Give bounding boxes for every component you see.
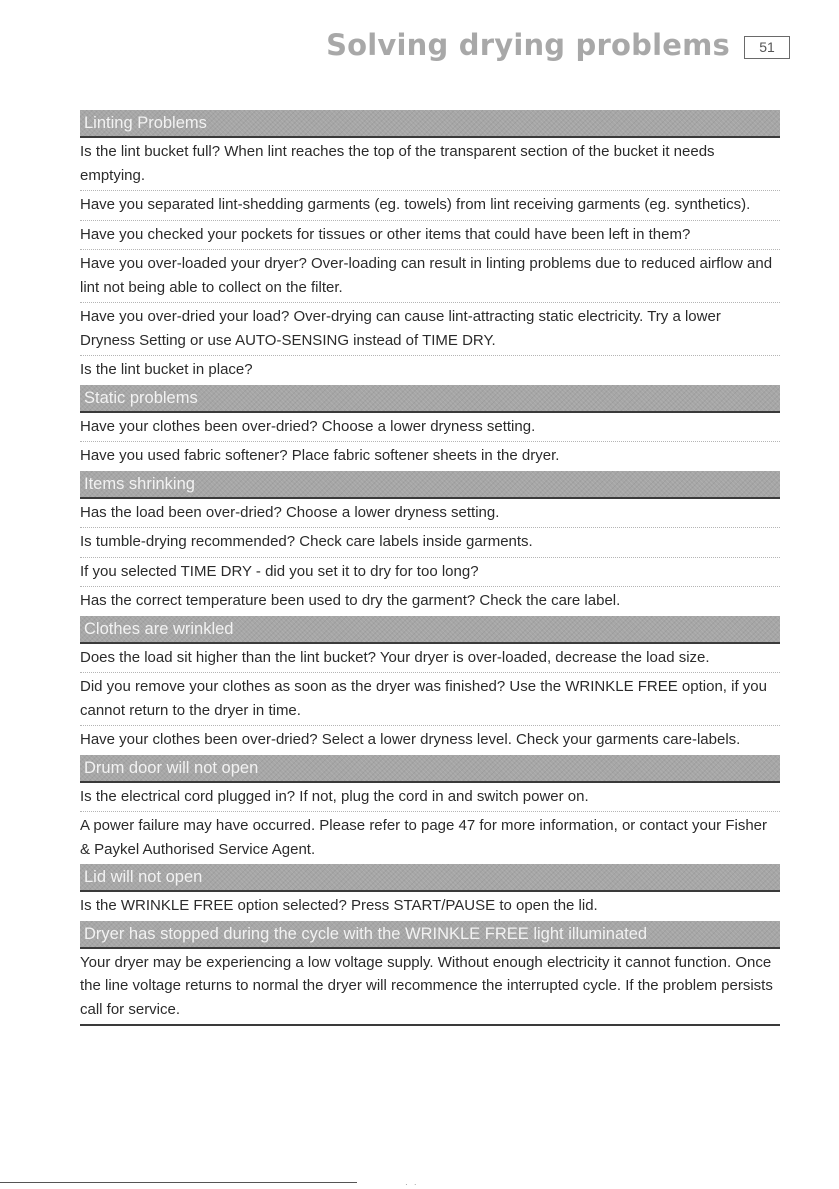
section-heading: Lid will not open (80, 864, 780, 892)
list-item: Has the correct temperature been used to dry the garment? Check the care label. (80, 592, 621, 609)
list-item: Is the lint bucket full? When lint reaches the top of the transparent section of the bucket it needs emptying. (80, 138, 780, 191)
list-item: Is the WRINKLE FREE option selected? Press START/PAUSE to open the lid. (80, 897, 598, 914)
section-heading: Dryer has stopped during the cycle with the WRINKLE FREE light illuminated (80, 921, 780, 949)
list-item: Is the lint bucket in place? (80, 361, 253, 378)
footer-rule (0, 1182, 357, 1183)
page-title: Solving drying problems (326, 28, 730, 62)
list-item: Have your clothes been over-dried? Select a lower dryness level. Check your garments care-labels. (80, 731, 741, 748)
section-heading: Clothes are wrinkled (80, 616, 780, 644)
list-item: A power failure may have occurred. Please refer to page 47 for more information, or contact your Fisher & Paykel Authorised Service Agent. (80, 817, 767, 858)
section-lid-will-not-open (80, 864, 780, 921)
section-drum-door (80, 755, 780, 865)
list-item: Is the electrical cord plugged in? If not, plug the cord in and switch power on. (80, 783, 780, 813)
page-number-box: 51 (744, 36, 790, 59)
list-item: Have you over-dried your load? Over-drying can cause lint-attracting static electricity. Try a lower Dryness Setting or use AUTO-SENSING instead of TIME DRY. (80, 303, 780, 356)
section-static-problems (80, 385, 780, 471)
footer-mark: · · (405, 1180, 419, 1189)
list-item: Does the load sit higher than the lint bucket? Your dryer is over-loaded, decrease the load size. (80, 644, 780, 674)
section-heading: Items shrinking (80, 471, 780, 499)
section-heading: Drum door will not open (80, 755, 780, 783)
list-item: Have your clothes been over-dried? Choose a lower dryness setting. (80, 413, 780, 443)
list-item: If you selected TIME DRY - did you set it to dry for too long? (80, 558, 780, 588)
list-item: Did you remove your clothes as soon as the dryer was finished? Use the WRINKLE FREE option, if you cannot return to the dryer in time. (80, 673, 780, 726)
section-items-shrinking (80, 471, 780, 616)
section-linting-problems (80, 110, 780, 385)
list-item: Your dryer may be experiencing a low voltage supply. Without enough electricity it cannot function. Once the line voltage returns to normal the dryer will recommence the interrupted cycle. If the problem persists call for service. (80, 953, 773, 1018)
end-rule (80, 1024, 780, 1026)
list-item: Have you checked your pockets for tissues or other items that could have been left in them? (80, 221, 780, 251)
list-item: Have you used fabric softener? Place fabric softener sheets in the dryer. (80, 447, 560, 464)
list-item: Have you separated lint-shedding garments (eg. towels) from lint receiving garments (eg. synthetics). (80, 191, 780, 221)
section-dryer-stopped (80, 921, 780, 1025)
list-item: Have you over-loaded your dryer? Over-loading can result in linting problems due to reduced airflow and lint not being able to collect on the filter. (80, 250, 780, 303)
page-header (0, 28, 790, 62)
section-clothes-wrinkled (80, 616, 780, 755)
list-item: Is tumble-drying recommended? Check care labels inside garments. (80, 528, 780, 558)
list-item: Has the load been over-dried? Choose a lower dryness setting. (80, 499, 780, 529)
section-heading: Linting Problems (80, 110, 780, 138)
troubleshooting-content (80, 110, 780, 1026)
section-heading: Static problems (80, 385, 780, 413)
